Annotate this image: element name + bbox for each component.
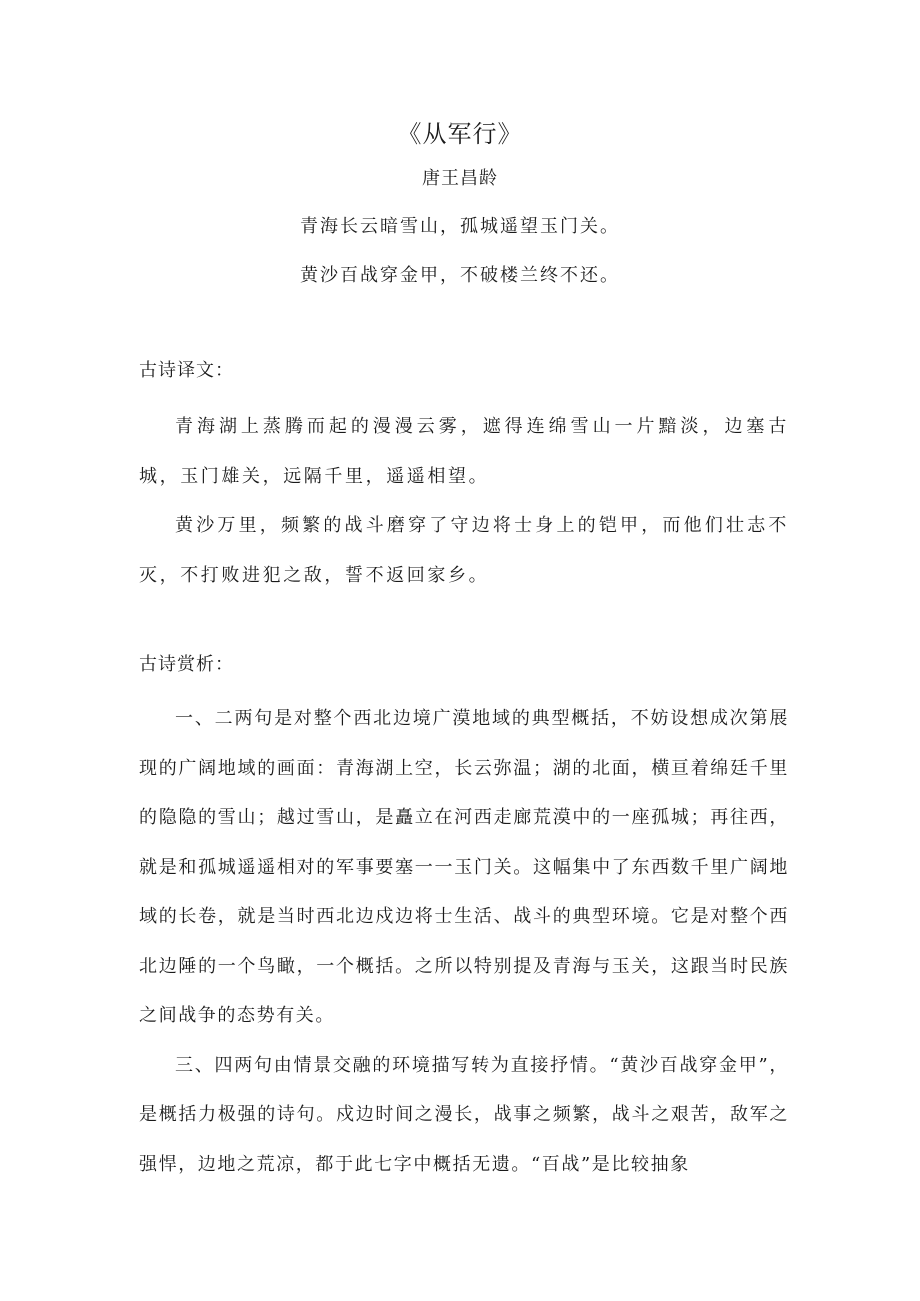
translation-paragraphs — [139, 402, 789, 600]
poem-line: 黄沙百战穿金甲，不破楼兰终不还。 — [300, 265, 620, 286]
translation-paragraph: 黄沙万里，频繁的战斗磨穿了守边将士身上的铠甲，而他们壮志不灭，不打败进犯之敌，誓不返回家乡。 — [139, 515, 789, 586]
poem-title: 《从军行》 — [397, 120, 523, 148]
appreciation-paragraphs — [139, 694, 789, 1189]
translation-paragraph: 青海湖上蒸腾而起的漫漫云雾，遮得连绵雪山一片黯淡，边塞古城，玉门雄关，远隔千里，遥遥相望。 — [139, 416, 789, 487]
appreciation-paragraph: 三、四两句由情景交融的环境描写转为直接抒情。“黄沙百战穿金甲”，是概括力极强的诗句。戍边时间之漫长，战事之频繁，战斗之艰苦，敌军之强悍，边地之荒凉，都于此七字中概括无遗。“百战”是比较抽象 — [139, 1054, 789, 1175]
section-heading-appreciation: 古诗赏析： — [139, 654, 234, 675]
appreciation-section — [139, 650, 789, 1189]
appreciation-paragraph: 一、二两句是对整个西北边境广漠地域的典型概括，不妨设想成次第展现的广阔地域的画面：青海湖上空，长云弥温；湖的北面，横亘着绵廷千里的隐隐的雪山；越过雪山，是矗立在河西走廊荒漠中的一座孤城；再往西，就是和孤城遥遥相对的军事要塞一一玉门关。这幅集中了东西数千里广阔地域的长卷，就是当时西北边戍边将士生活、战斗的典型环境。它是对整个西北边陲的一个鸟瞰，一个概括。之所以特别提及青海与玉关，这跟当时民族之间战争的态势有关。 — [139, 708, 789, 1026]
poem-line: 青海长云暗雪山，孤城遥望玉门关。 — [300, 216, 620, 237]
translation-section — [139, 356, 789, 600]
section-heading-translation: 古诗译文： — [139, 360, 234, 381]
poem-author: 唐王昌龄 — [422, 168, 498, 189]
